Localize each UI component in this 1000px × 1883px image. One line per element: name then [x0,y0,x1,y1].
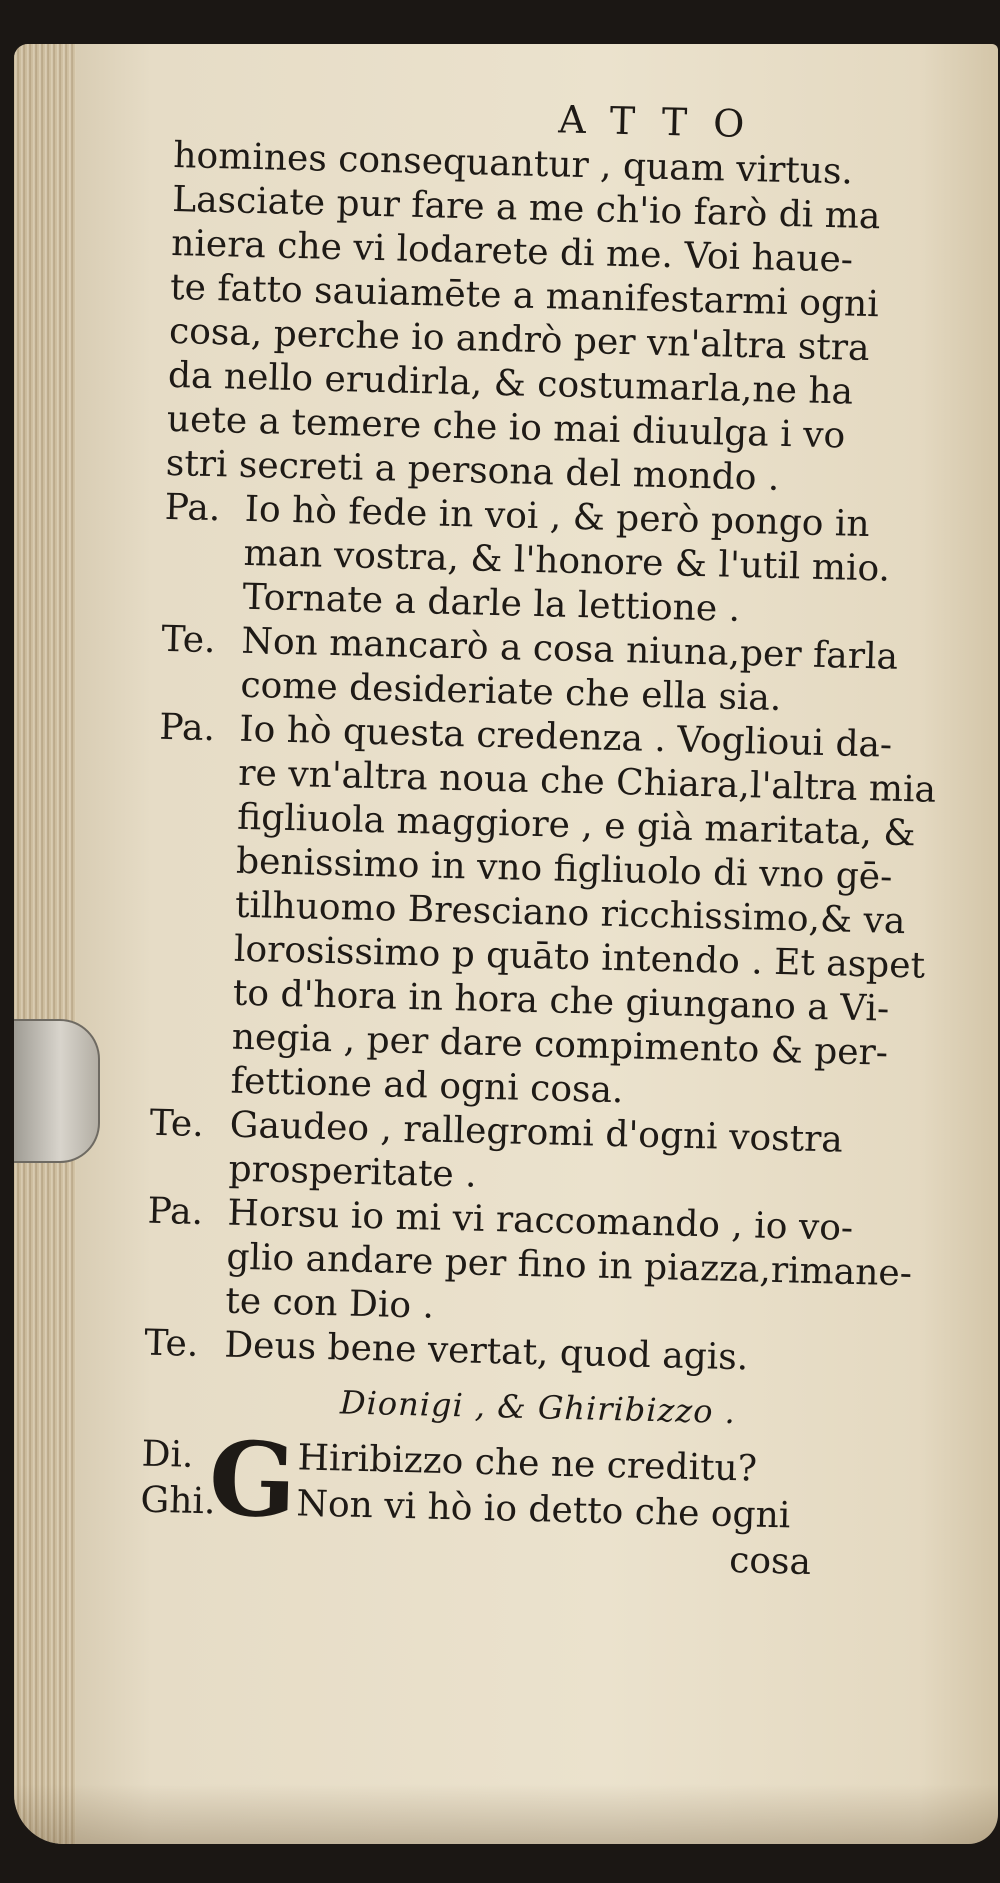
speech-text: Horsu io mi vi raccomando , io vo- [227,1192,854,1249]
speech-text: Non mancarò a cosa niuna,per farla [241,620,899,678]
speaker-label: Pa. [164,486,221,530]
speaker-label: Pa. [158,706,216,750]
text-line: homines consequantur , quam virtus. [172,134,854,193]
speech-line: figliuola maggiore , e già maritata, & [236,796,916,855]
speech-line: to d'hora in hora che giungano a Vi- [232,972,890,1030]
speech-text: Gaudeo , rallegromi d'ogni vostra [229,1104,844,1161]
drop-cap: G [207,1419,298,1542]
page-edges [14,44,76,1844]
text-line: da nello erudirla, & costumarla,ne ha [167,354,854,413]
speaker-label: Te. [143,1322,199,1365]
speech-text: Hiribizzo che ne creditu? [297,1437,758,1490]
page-shadow [14,1784,998,1844]
speaker-label: Te. [149,1102,205,1146]
speech-line: glio andare per fino in piazza,rimane- [225,1236,913,1295]
text-line: te fatto sauiamēte a manifestarmi ogni [169,266,880,326]
speech-text: Deus bene vertat, quod agis. [223,1324,749,1379]
page-text [139,90,965,1589]
speaker-label: Ghi. [140,1479,216,1523]
speaker-label: Di. [141,1433,194,1476]
catchword: cosa [728,1539,812,1583]
speech-line: come desideriate che ella sia. [239,664,782,719]
text-line: Lasciate pur fare a me ch'io farò di ma [171,178,881,238]
speaker-label: Te. [161,618,217,662]
text-line: stri secreti a persona del mondo . [165,442,780,499]
speech-line: prosperitate . [228,1148,478,1196]
speech-text: Non vi hò io detto che ogni [295,1483,791,1537]
book-clasp [14,1019,100,1163]
speech-line: fettione ad ogni cosa. [230,1060,624,1112]
scene-heading: Dionigi , & Ghiribizzo . [339,1383,737,1432]
text-line: niera che vi lodarete di me. Voi haue- [170,222,854,281]
speech-text: Io hò questa credenza . Voglioui da- [238,708,893,766]
speech-line: negia , per dare compimento & per- [231,1016,889,1074]
speech-line: benissimo in vno figliuolo di vno gē- [235,840,893,898]
speech-text: Io hò fede in voi , & però pongo in [244,488,871,546]
speech-line: lorosissimo p quāto intendo . Et aspet [233,928,926,987]
dialogue-opening [139,1419,932,1589]
text-line: cosa, perche io andrò per vn'altra stra [168,310,870,370]
speech-line: te con Dio . [224,1280,435,1327]
speaker-label: Pa. [147,1190,204,1234]
speech-line: man vostra, & l'honore & l'util mio. [243,532,891,590]
speech-line: re vn'altra noua che Chiara,l'altra mia [237,752,937,811]
speech-line: Tornate a darle la lettione . [242,576,741,630]
running-head: ATTO [557,97,771,147]
text-line: uete a temere che io mai diuulga i vo [166,398,846,457]
speech-line: tilhuomo Bresciano ricchissimo,& va [234,884,906,943]
